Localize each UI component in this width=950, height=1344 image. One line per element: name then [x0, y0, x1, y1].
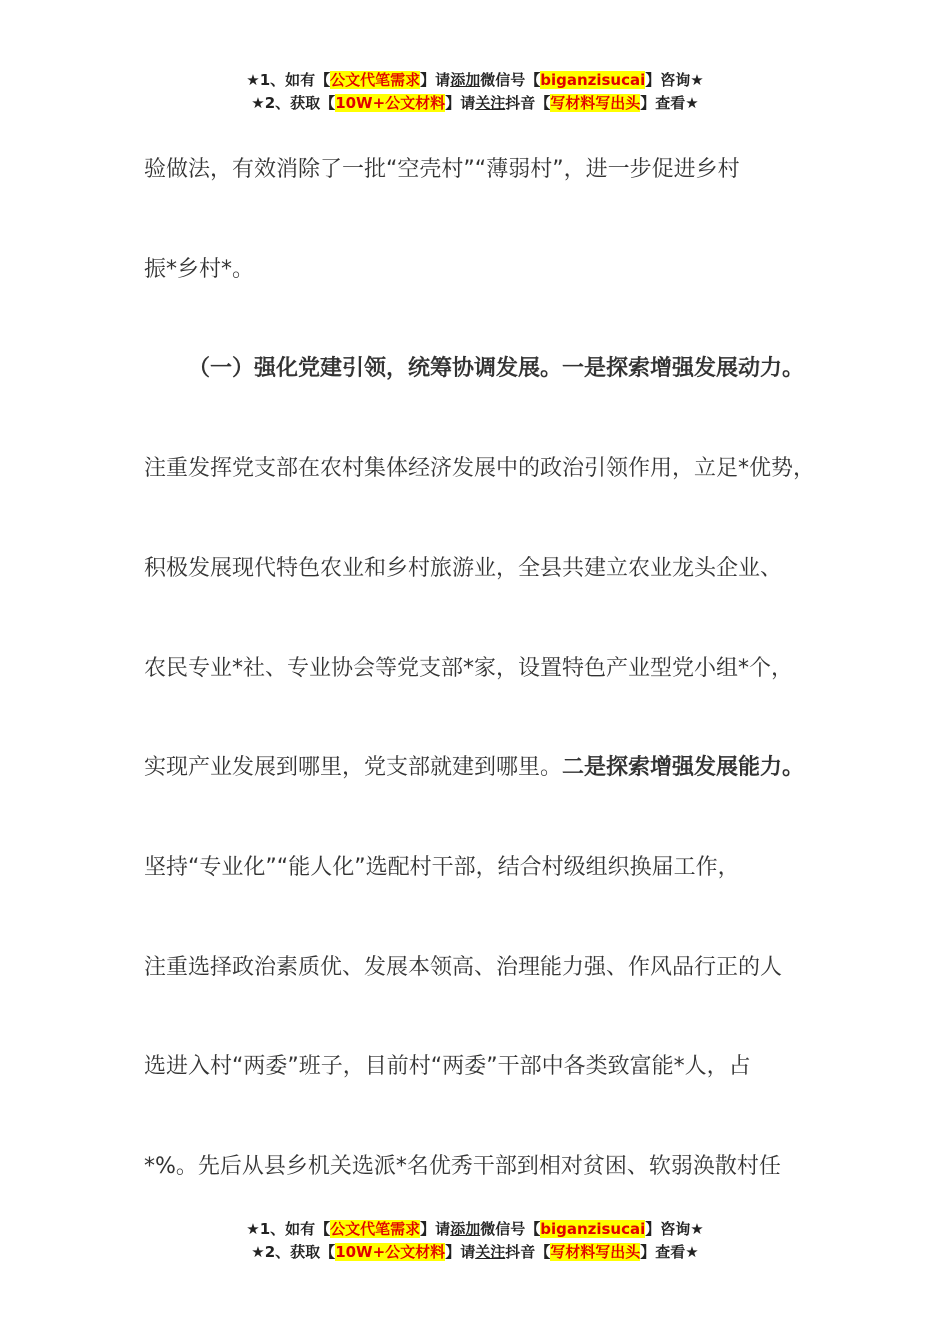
- text-line: 实现产业发展到哪里，党支部就建到哪里。二是探索增强发展能力。: [144, 755, 805, 781]
- banner-line-2: ★2、获取【10W+公文材料】请关注抖音【写材料写出头】查看★: [251, 1243, 699, 1261]
- banner-line-2: ★2、获取【10W+公文材料】请关注抖音【写材料写出头】查看★: [251, 94, 699, 112]
- banner-line-1: ★1、如有【公文代笔需求】请添加微信号【biganzisucai】咨询★: [246, 1220, 704, 1238]
- banner-line-1: ★1、如有【公文代笔需求】请添加微信号【biganzisucai】咨询★: [246, 71, 704, 89]
- text-line: 验做法，有效消除了一批“空壳村”“薄弱村”，进一步促进乡村: [144, 157, 740, 182]
- highlight-wechat-id: biganzisucai: [540, 71, 646, 89]
- highlight-service: 公文代笔需求: [330, 1220, 421, 1238]
- text-line: 注重发挥党支部在农村集体经济发展中的政治引领作用，立足*优势，: [144, 456, 816, 482]
- text-line: 注重选择政治素质优、发展本领高、治理能力强、作风品行正的人: [144, 954, 783, 980]
- text-line: 选进入村“两委”班子，目前村“两委”干部中各类致富能*人，占: [144, 1054, 751, 1080]
- text-line: 积极发展现代特色农业和乡村旅游业，全县共建立农业龙头企业、: [144, 555, 783, 581]
- text-line: 坚持“专业化”“能人化”选配村干部，结合村级组织换届工作，: [144, 854, 740, 880]
- document-body: [144, 120, 844, 1217]
- highlight-douyin: 写材料写出头: [550, 94, 641, 112]
- highlight-douyin: 写材料写出头: [550, 1243, 641, 1261]
- text-line: 农民专业*社、专业协会等党支部*家，设置特色产业型党小组*个，: [144, 655, 794, 681]
- bold-subheading: 二是探索增强发展能力。: [562, 755, 805, 781]
- highlight-wechat-id: biganzisucai: [540, 1220, 646, 1238]
- text-line: *%。先后从县乡机关选派*名优秀干部到相对贫困、软弱涣散村任: [144, 1154, 781, 1180]
- highlight-service: 公文代笔需求: [330, 71, 421, 89]
- highlight-materials: 10W+公文材料: [335, 1243, 446, 1261]
- section-heading: （一）强化党建引领，统筹协调发展。一是探索增强发展动力。: [188, 356, 805, 382]
- header-banner: [0, 69, 950, 115]
- footer-banner: [0, 1218, 950, 1264]
- highlight-materials: 10W+公文材料: [335, 94, 446, 112]
- text-line: 振*乡村*。: [144, 256, 255, 282]
